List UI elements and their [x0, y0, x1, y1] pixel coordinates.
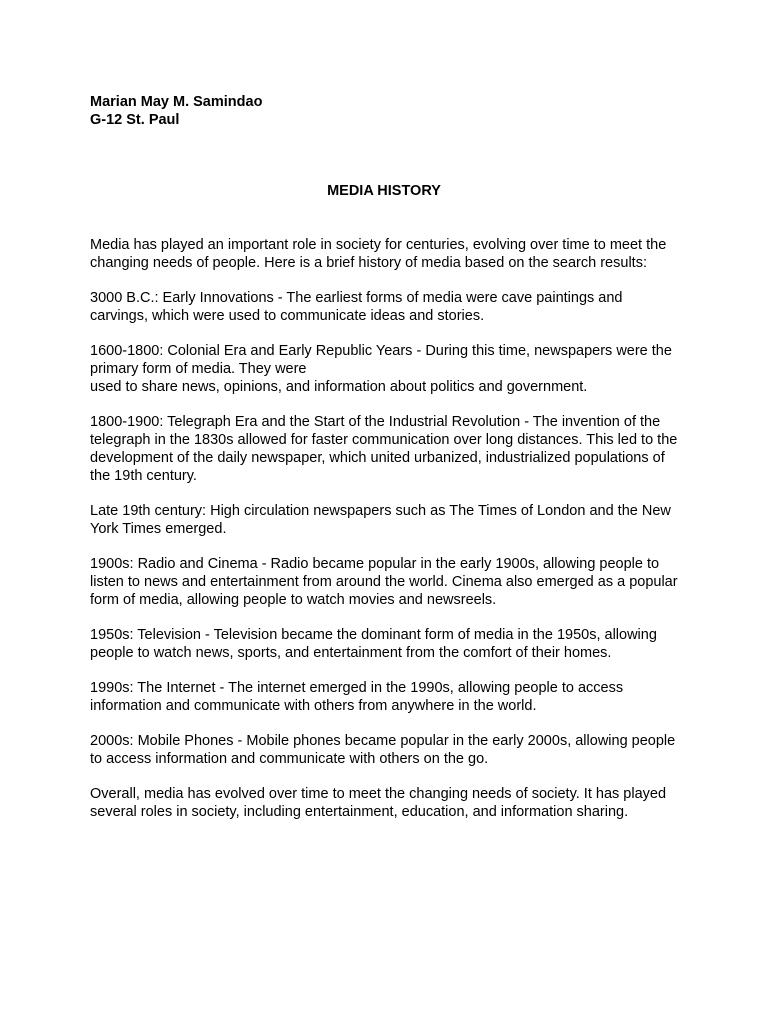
paragraph-conclusion: Overall, media has evolved over time to meet the changing needs of society. It has played several roles in society, including entertainment, education, and information sharing.	[90, 786, 667, 820]
paragraph-2000s: 2000s: Mobile Phones - Mobile phones became popular in the early 2000s, allowing people to access information and communicate with others on the go.	[90, 733, 676, 767]
paragraph-1990s: 1990s: The Internet - The internet emerged in the 1990s, allowing people to access information and communicate with others from anywhere in the world.	[90, 680, 624, 714]
document-title: MEDIA HISTORY	[327, 183, 441, 199]
paragraph-1950s: 1950s: Television - Television became the dominant form of media in the 1950s, allowing people to watch news, sports, and entertainment from the comfort of their homes.	[90, 627, 657, 661]
author-block	[90, 93, 690, 129]
paragraph-3000bc: 3000 B.C.: Early Innovations - The earliest forms of media were cave paintings and carvings, which were used to communicate ideas and stories.	[90, 290, 623, 324]
author-name: Marian May M. Samindao	[90, 94, 263, 110]
paragraph-1600-1800-line-a: 1600-1800: Colonial Era and Early Republic Years - During this time, newspapers were the primary form of media. They were	[90, 343, 672, 377]
paragraph-1900s: 1900s: Radio and Cinema - Radio became popular in the early 1900s, allowing people to listen to news and entertainment from around the world. Cinema also emerged as a popular form of media, allowing people to watch movies and newsreels.	[90, 556, 678, 608]
document-body	[90, 236, 680, 838]
paragraph-1600-1800	[90, 342, 680, 396]
paragraph-late-19th: Late 19th century: High circulation newspapers such as The Times of London and the New York Times emerged.	[90, 503, 671, 537]
paragraph-1800-1900: 1800-1900: Telegraph Era and the Start of the Industrial Revolution - The invention of the telegraph in the 1830s allowed for faster communication over long distances. This led to the development of the daily newspaper, which united urbanized, industrialized populations of the 19th century.	[90, 414, 678, 484]
author-section: G-12 St. Paul	[90, 112, 180, 128]
paragraph-1600-1800-line-b: used to share news, opinions, and information about politics and government.	[90, 379, 588, 395]
paragraph-intro: Media has played an important role in society for centuries, evolving over time to meet the changing needs of people. Here is a brief history of media based on the search results:	[90, 237, 667, 271]
